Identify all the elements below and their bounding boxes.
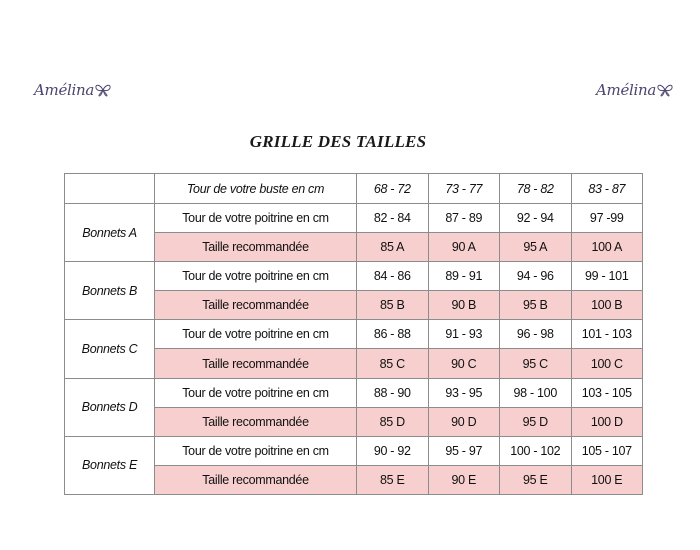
row-label: Tour de votre poitrine en cm (155, 436, 357, 465)
size-cell: 85 A (357, 233, 429, 262)
size-cell: 95 B (500, 291, 572, 320)
chest-cell: 92 - 94 (500, 204, 572, 233)
size-cell: 95 D (500, 407, 572, 436)
chest-row (65, 262, 643, 291)
size-cell: 90 C (428, 349, 500, 378)
header-cell: 73 - 77 (428, 174, 500, 204)
chest-cell: 86 - 88 (357, 320, 429, 349)
size-cell: 90 D (428, 407, 500, 436)
brand-logo-text: Amélina (596, 81, 657, 99)
chest-cell: 95 - 97 (428, 436, 500, 465)
size-cell: 90 B (428, 291, 500, 320)
header-cell: 78 - 82 (500, 174, 572, 204)
row-label: Tour de votre poitrine en cm (155, 204, 357, 233)
chest-cell: 96 - 98 (500, 320, 572, 349)
size-cell: 95 C (500, 349, 572, 378)
row-label: Taille recommandée (155, 233, 357, 262)
page-title-text: GRILLE DES TAILLES (249, 132, 427, 151)
chest-cell: 103 - 105 (571, 378, 643, 407)
chest-cell: 89 - 91 (428, 262, 500, 291)
chest-cell: 84 - 86 (357, 262, 429, 291)
row-label: Tour de votre poitrine en cm (155, 320, 357, 349)
chest-cell: 98 - 100 (500, 378, 572, 407)
size-cell: 85 C (357, 349, 429, 378)
brand-logo-right (596, 74, 674, 106)
row-label: Tour de votre poitrine en cm (155, 378, 357, 407)
empty-corner-cell (65, 174, 155, 204)
chest-cell: 99 - 101 (571, 262, 643, 291)
cup-group-label: Bonnets D (65, 378, 155, 436)
chest-cell: 100 - 102 (500, 436, 572, 465)
header-cell: 68 - 72 (357, 174, 429, 204)
chest-cell: 93 - 95 (428, 378, 500, 407)
cup-group-label: Bonnets A (65, 204, 155, 262)
cup-group-label: Bonnets B (65, 262, 155, 320)
page-title (0, 132, 700, 152)
chest-cell: 82 - 84 (357, 204, 429, 233)
row-label: Taille recommandée (155, 291, 357, 320)
cup-group-label: Bonnets C (65, 320, 155, 378)
size-cell: 90 E (428, 465, 500, 494)
row-label: Taille recommandée (155, 407, 357, 436)
size-cell: 100 A (571, 233, 643, 262)
size-cell: 100 E (571, 465, 643, 494)
row-label: Taille recommandée (155, 465, 357, 494)
row-label: Taille recommandée (155, 349, 357, 378)
cup-group-label: Bonnets E (65, 436, 155, 494)
size-cell: 100 C (571, 349, 643, 378)
chest-row (65, 320, 643, 349)
chest-cell: 101 - 103 (571, 320, 643, 349)
size-cell: 95 E (500, 465, 572, 494)
size-cell: 90 A (428, 233, 500, 262)
chest-cell: 88 - 90 (357, 378, 429, 407)
table-header-row (65, 174, 643, 204)
chest-cell: 97 -99 (571, 204, 643, 233)
chest-row (65, 204, 643, 233)
brand-logo-text: Amélina (34, 81, 95, 99)
chest-row (65, 378, 643, 407)
size-cell: 85 E (357, 465, 429, 494)
brand-logo-left (34, 74, 112, 106)
size-grid-table (64, 173, 643, 495)
chest-cell: 91 - 93 (428, 320, 500, 349)
header-label: Tour de votre buste en cm (155, 174, 357, 204)
chest-cell: 90 - 92 (357, 436, 429, 465)
butterfly-icon (94, 83, 112, 97)
chest-cell: 87 - 89 (428, 204, 500, 233)
chest-row (65, 436, 643, 465)
header-cell: 83 - 87 (571, 174, 643, 204)
size-cell: 95 A (500, 233, 572, 262)
size-cell: 85 B (357, 291, 429, 320)
row-label: Tour de votre poitrine en cm (155, 262, 357, 291)
chest-cell: 94 - 96 (500, 262, 572, 291)
butterfly-icon (656, 83, 674, 97)
size-cell: 100 B (571, 291, 643, 320)
size-cell: 100 D (571, 407, 643, 436)
chest-cell: 105 - 107 (571, 436, 643, 465)
size-cell: 85 D (357, 407, 429, 436)
